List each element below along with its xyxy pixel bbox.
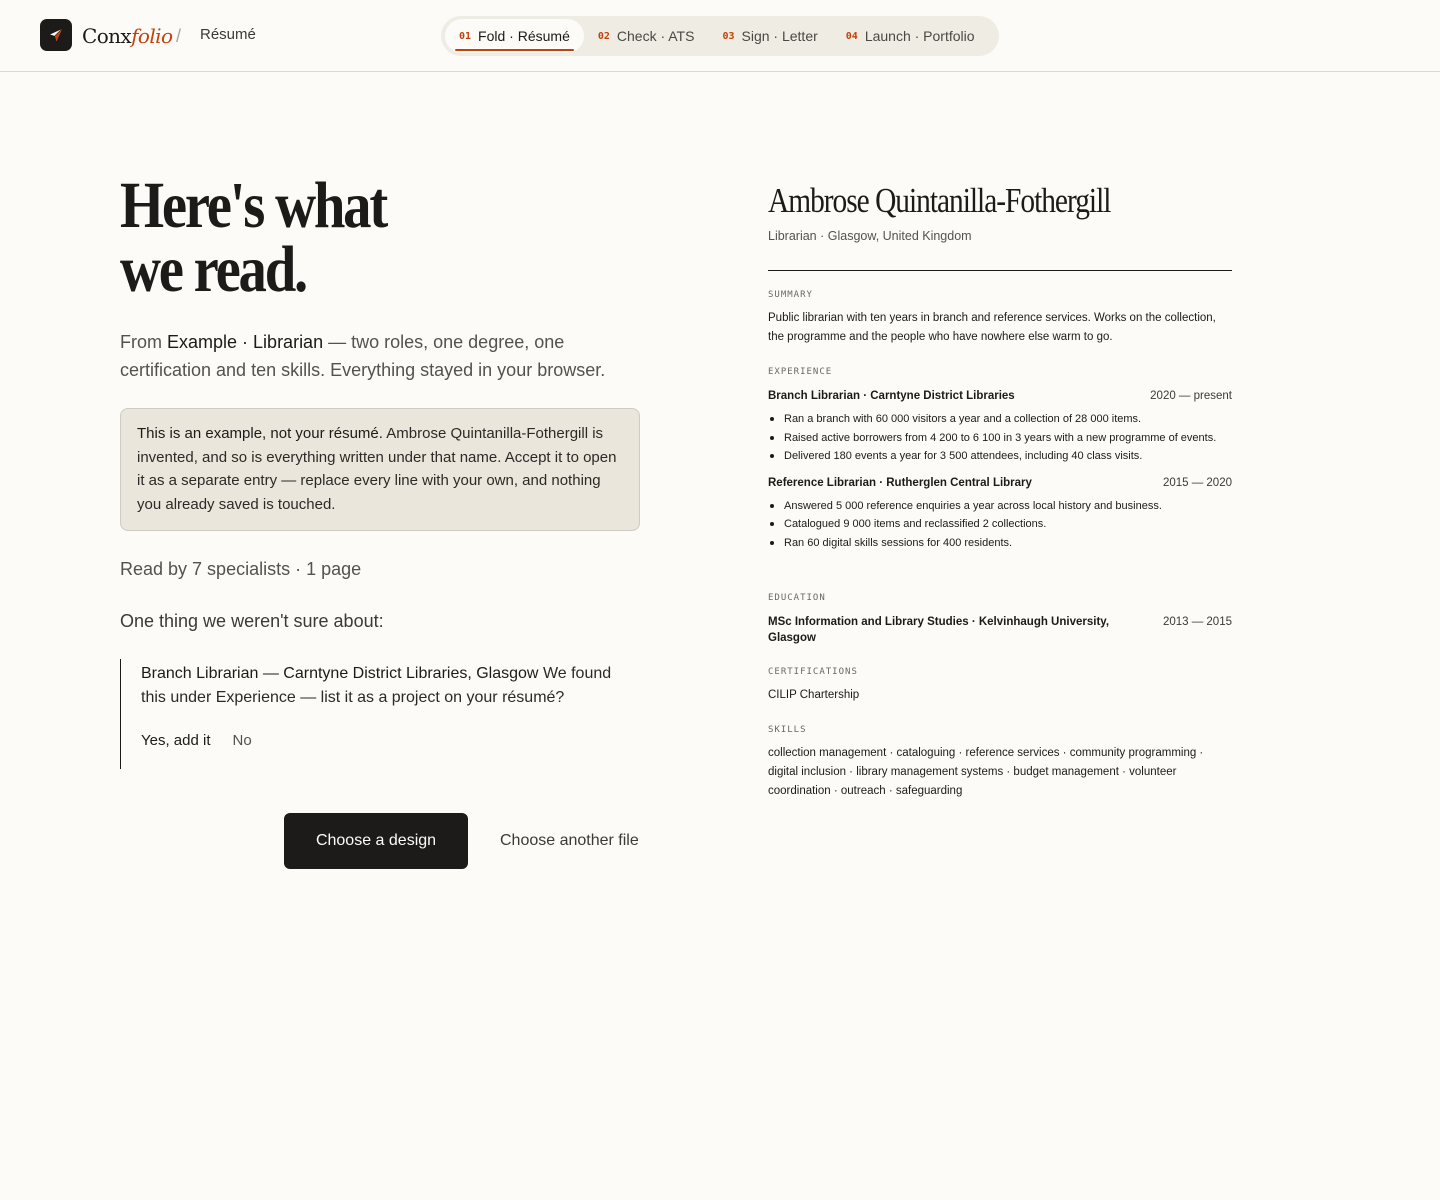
step-number: 01: [459, 30, 472, 42]
job-entry: [768, 388, 1232, 466]
resume-name: Ambrose Quintanilla-Fothergill: [768, 181, 1111, 220]
question-text: [141, 659, 640, 710]
page-title-line-2: we read.: [120, 233, 306, 306]
read-meta: Read by 7 specialists · 1 page: [120, 559, 362, 579]
intro-rest: — two roles, one degree, one certification and ten skills. Everything stayed in your browser.: [120, 332, 606, 380]
tab-sign-letter[interactable]: [708, 19, 831, 53]
job-dates: 2015 — 2020: [1162, 476, 1232, 489]
brand-accent: folio: [131, 24, 173, 48]
notice-body: Ambrose Quintanilla-Fothergill is invented, and so is everything written under that name. Accept it to open it as a separate entry — replace every line with your own, and nothing you already saved is touched.: [137, 425, 617, 513]
job-bullet: Delivered 180 events a year for 3 500 attendees, including 40 class visits.: [768, 447, 1232, 466]
skills-section: [768, 723, 1232, 801]
tab-fold-resume[interactable]: [445, 19, 584, 53]
certifications-label: CERTIFICATIONS: [768, 667, 858, 677]
yes-add-button[interactable]: Yes, add it: [141, 732, 211, 749]
job-bullets: [768, 410, 1232, 466]
choose-another-file-link[interactable]: Choose another file: [500, 832, 639, 849]
experience-label: EXPERIENCE: [768, 367, 833, 377]
notice-lead: This is an example, not your résumé.: [137, 425, 383, 442]
job-bullets: [768, 497, 1232, 553]
education-label: EDUCATION: [768, 593, 826, 603]
skills-list: collection management · cataloguing · reference services · community programming · digital inclusion · library management systems · budget management · volunteer coordination · outreach · safeguarding: [768, 747, 1204, 797]
job-bullet: Ran a branch with 60 000 visitors a year and a collection of 28 000 items.: [768, 410, 1232, 429]
job-entry: [768, 475, 1232, 553]
skills-label: SKILLS: [768, 725, 807, 735]
breadcrumb-separator: /: [176, 26, 182, 46]
brand-main: Conx: [82, 24, 132, 48]
example-notice: [120, 408, 640, 531]
uncertain-item-card: [120, 659, 640, 769]
education-dates: 2013 — 2015: [1162, 616, 1232, 628]
logo-icon[interactable]: [40, 19, 72, 51]
no-button[interactable]: No: [232, 732, 252, 749]
question-item: Branch Librarian — Carntyne District Libraries, Glasgow: [141, 665, 539, 682]
intro-text: [120, 328, 640, 384]
step-label: Launch · Portfolio: [864, 28, 975, 44]
intro-prefix: From: [120, 332, 162, 352]
education-degree: MSc Information and Library Studies · Kelvinhaugh University, Glasgow: [768, 616, 1110, 644]
page-title-line-1: Here's what: [120, 169, 386, 242]
certifications-section: [768, 665, 1232, 705]
experience-section: [768, 365, 1232, 552]
step-label: Fold · Résumé: [478, 28, 570, 44]
job-role: Branch Librarian · Carntyne District Libraries: [768, 390, 1015, 402]
certification-item: CILIP Chartership: [768, 689, 860, 701]
tab-check-ats[interactable]: [584, 19, 709, 53]
step-tabs: [441, 16, 999, 56]
education-section: [768, 591, 1232, 646]
resume-subtitle: Librarian · Glasgow, United Kingdom: [768, 229, 972, 243]
question-actions: [141, 731, 640, 751]
step-label: Sign · Letter: [741, 28, 818, 44]
choose-design-button[interactable]: Choose a design: [284, 813, 468, 869]
breadcrumb-current: Résumé: [200, 26, 256, 43]
summary-section: [768, 288, 1232, 347]
paper-plane-icon: [48, 27, 64, 43]
tab-launch-portfolio[interactable]: [832, 19, 989, 53]
resume-divider: [768, 270, 1232, 271]
job-bullet: Answered 5 000 reference enquiries a year across local history and business.: [768, 497, 1232, 516]
brand-name[interactable]: [82, 22, 172, 50]
summary-label: SUMMARY: [768, 290, 813, 300]
step-number: 03: [722, 30, 735, 42]
step-number: 04: [845, 30, 858, 42]
summary-text: Public librarian with ten years in branch and reference services. Works on the collection, the programme and the people who have nowhere else warm to go.: [768, 312, 1216, 343]
question-intro: One thing we weren't sure about:: [120, 611, 384, 631]
job-dates: 2020 — present: [1150, 390, 1232, 402]
top-bar: [0, 0, 1440, 72]
job-bullet: Raised active borrowers from 4 200 to 6 100 in 3 years with a new programme of events.: [768, 429, 1232, 448]
question-body: We found this under Experience — list it as a project on your résumé?: [141, 665, 612, 706]
step-label: Check · ATS: [616, 28, 695, 44]
step-number: 02: [597, 30, 610, 42]
intro-source: Example · Librarian: [167, 332, 324, 352]
job-role: Reference Librarian · Rutherglen Central Library: [768, 476, 1032, 489]
resume-preview: [768, 180, 1232, 797]
page-title: [120, 169, 481, 306]
job-bullet: Catalogued 9 000 items and reclassified 2 collections.: [768, 515, 1232, 534]
job-bullet: Ran 60 digital skills sessions for 400 residents.: [768, 534, 1232, 553]
